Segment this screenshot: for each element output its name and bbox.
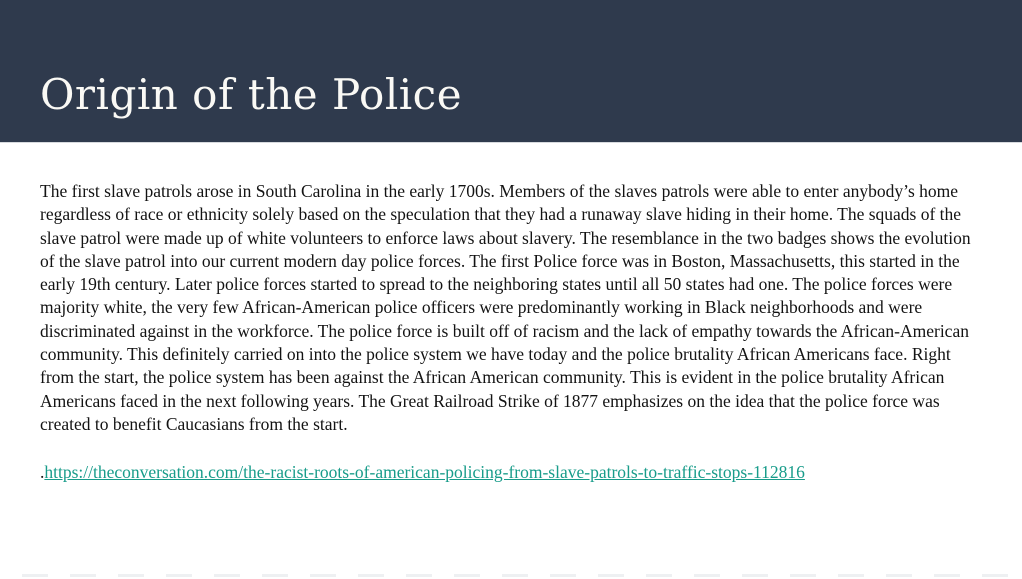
bottom-dashed-edge	[0, 574, 1022, 577]
slide-body-paragraph: The first slave patrols arose in South Carolina in the early 1700s. Members of the slaves patrols were able to enter anybody’s home regardless of race or ethnicity solely based on the speculation that they had a runaway slave hiding in their home. The squads of the slave patrol were made up of white volunteers to enforce laws about slavery. The resemblance in the two badges shows the evolution of the slave patrol into our current modern day police forces. The first Police force was in Boston, Massachusetts, this started in the early 19th century. Later police forces started to spread to the neighboring states until all 50 states had one. The police forces were majority white, the very few African-American police officers were predominantly working in Black neighborhoods and were discriminated against in the workforce. The police force is built off of racism and the lack of empathy towards the African-American community. This definitely carried on into the police system we have today and the police brutality African Americans face. Right from the start, the police system has been against the African American community. This is evident in the police brutality African Americans faced in the next following years. The Great Railroad Strike of 1877 emphasizes on the idea that the police force was created to benefit Caucasians from the start.	[40, 181, 971, 434]
slide-title: Origin of the Police	[40, 70, 463, 119]
slide-header-band	[0, 0, 1022, 143]
slide-body-area	[0, 143, 1022, 484]
link-prefix-period: .	[40, 462, 45, 483]
source-hyperlink[interactable]: https://theconversation.com/the-racist-roots-of-american-policing-from-slave-patrols-to-traffic-stops-112816	[44, 462, 805, 483]
source-link-line	[40, 461, 980, 484]
